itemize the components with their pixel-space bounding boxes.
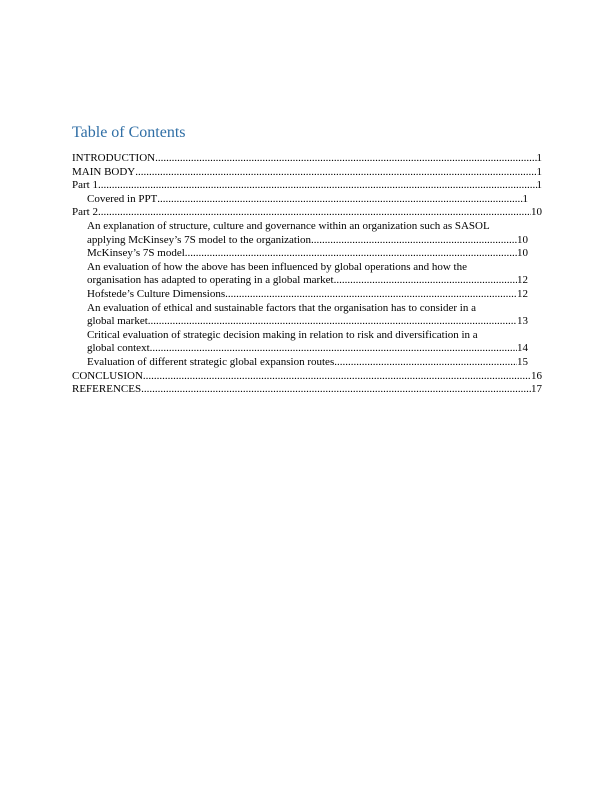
toc-dot-leader	[185, 247, 517, 261]
toc-dot-leader	[225, 288, 517, 302]
toc-entry-row	[72, 179, 542, 193]
toc-entry-row	[87, 342, 528, 356]
toc-entry-title: Part 2	[72, 206, 98, 219]
toc-page-number: 13	[517, 315, 528, 328]
toc-dot-leader	[135, 166, 536, 180]
toc-dot-leader	[150, 342, 517, 356]
toc-entry-row	[87, 234, 528, 248]
toc-dot-leader	[334, 274, 517, 288]
toc-entry-line: An explanation of structure, culture and governance within an organization such as SASOL	[87, 219, 490, 232]
toc-entry-row	[87, 315, 528, 329]
toc-entry[interactable]	[72, 261, 528, 288]
toc-page-number: 15	[517, 355, 528, 368]
toc-page-number: 12	[517, 287, 528, 300]
toc-dot-leader	[148, 315, 517, 329]
toc-entry[interactable]	[72, 220, 528, 247]
toc-page-number: 1	[536, 152, 542, 164]
toc-entry-title: INTRODUCTION	[72, 152, 156, 164]
toc-entry-title: Part 1	[72, 179, 98, 192]
toc-title: Table of Contents	[72, 124, 186, 141]
toc-entry-row	[72, 383, 542, 397]
toc-entry-title: MAIN BODY	[72, 165, 136, 178]
toc-entry[interactable]	[72, 179, 542, 193]
toc-entry-line: An evaluation of how the above has been influenced by global operations and how the	[87, 260, 467, 273]
toc-entry-title: organisation has adapted to operating in a global market	[87, 274, 334, 287]
toc-entry[interactable]	[72, 193, 528, 207]
toc-entry[interactable]	[72, 247, 528, 261]
toc-entry-title: McKinsey’s 7S model	[87, 247, 185, 260]
toc-dot-leader	[155, 152, 536, 166]
toc-entry-title: CONCLUSION	[72, 369, 143, 382]
toc-entry[interactable]	[72, 383, 542, 397]
toc-dot-leader	[141, 383, 531, 397]
toc-entry-row	[72, 206, 542, 220]
toc-dot-leader	[334, 356, 517, 370]
toc-dot-leader	[311, 234, 517, 248]
toc-entry-row	[87, 356, 528, 370]
toc-page-number: 10	[517, 233, 528, 246]
toc-dot-leader	[143, 370, 531, 384]
toc-entry-title: global market	[87, 315, 148, 328]
toc-page-number: 16	[531, 369, 542, 382]
toc-entry-row	[87, 288, 528, 302]
toc-entry[interactable]	[72, 370, 542, 384]
toc-entry-row	[87, 274, 528, 288]
toc-dot-leader	[157, 193, 522, 207]
toc-page-number: 10	[517, 247, 528, 260]
toc-entry-title: global context	[87, 342, 150, 355]
toc-entry-row	[72, 152, 542, 166]
toc-entry[interactable]	[72, 166, 542, 180]
toc-entry-title: Covered in PPT	[87, 192, 158, 205]
toc-entry-title: REFERENCES	[72, 383, 142, 396]
toc-entry-row	[72, 166, 542, 180]
toc-entries	[72, 152, 542, 397]
table-of-contents	[72, 123, 542, 397]
toc-entry-row	[87, 193, 528, 207]
toc-page-number: 1	[536, 179, 542, 192]
toc-entry-title: Evaluation of different strategic global expansion routes	[87, 355, 335, 368]
toc-page-number: 12	[517, 274, 528, 287]
toc-entry-row	[72, 370, 542, 384]
toc-page-number: 14	[517, 342, 528, 355]
toc-entry-line: Critical evaluation of strategic decision making in relation to risk and diversification in a	[87, 328, 478, 341]
toc-entry[interactable]	[72, 288, 528, 302]
toc-entry-title: applying McKinsey’s 7S model to the organization	[87, 233, 312, 246]
toc-entry[interactable]	[72, 329, 528, 356]
toc-entry[interactable]	[72, 356, 528, 370]
toc-page-number: 1	[536, 165, 542, 178]
toc-entry[interactable]	[72, 152, 542, 166]
toc-dot-leader	[98, 179, 537, 193]
toc-dot-leader	[98, 206, 531, 220]
toc-entry-title: Hofstede’s Culture Dimensions	[87, 287, 226, 300]
toc-entry[interactable]	[72, 302, 528, 329]
toc-page-number: 1	[522, 192, 528, 205]
toc-entry-line: An evaluation of ethical and sustainable factors that the organisation has to consider in a	[87, 301, 476, 314]
toc-entry-row	[87, 247, 528, 261]
toc-page-number: 10	[531, 206, 542, 219]
toc-entry[interactable]	[72, 206, 542, 220]
toc-page-number: 17	[531, 383, 542, 396]
